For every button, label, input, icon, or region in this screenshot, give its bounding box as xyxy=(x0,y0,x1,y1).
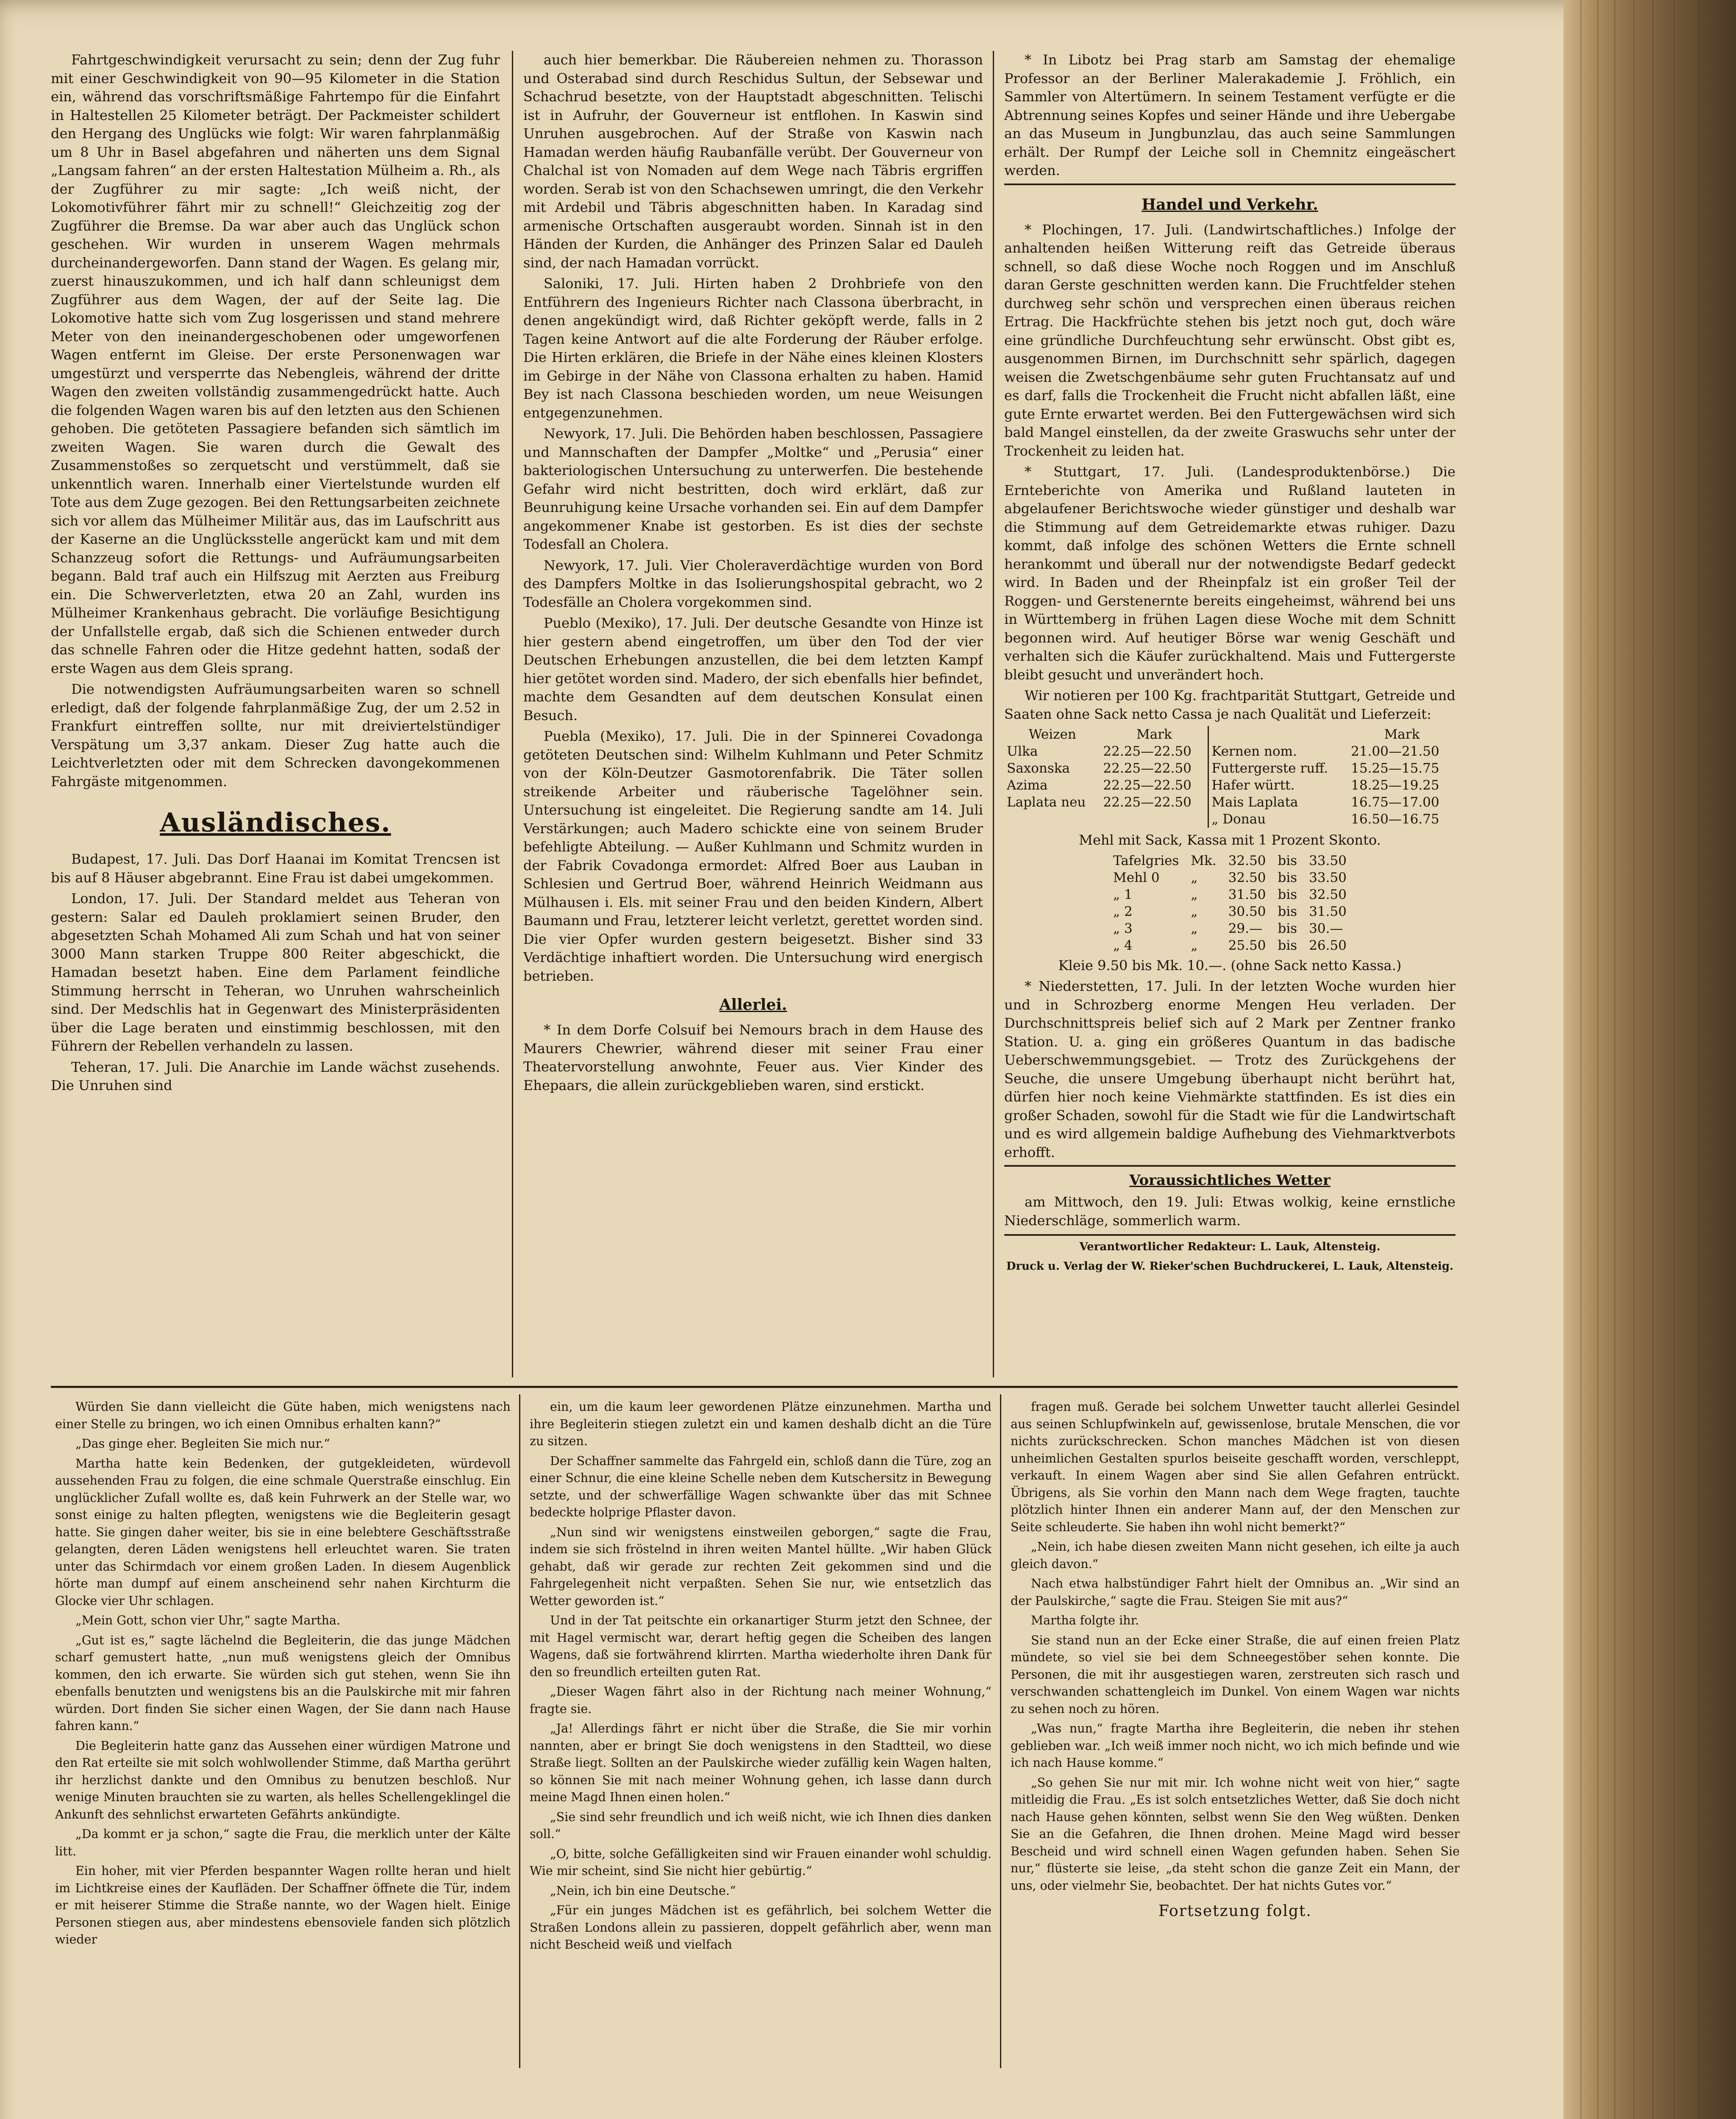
price-head-left: Weizen xyxy=(1028,727,1076,742)
mehl-row: „ 4 „ 25.50 bis 26.50 xyxy=(1113,937,1347,953)
col1-paragraph: Die notwendigsten Aufräumungsarbeiten waren so schnell erledigt, daß der folgende fahrplanmäßige Zug, der um 2.52 in Frankfurt eintreffen sollte, nur mit dreiviertelstündiger Verspätung um 3,37 ankam. Dieser Zug hatte auch die Leichtverletzten oder mit dem Schrecken davongekommenen Fahrgäste mitgenommen. xyxy=(51,681,500,790)
section-rule xyxy=(1004,184,1455,185)
col3-trade-paragraph: Wir notieren per 100 Kg. frachtparität Stuttgart, Getreide und Saaten ohne Sack netto Cassa je nach Qualität und Lieferzeit: xyxy=(1004,687,1455,722)
serial-column-3 xyxy=(1011,1399,1460,2060)
col2-misc-paragraph: * In dem Dorfe Colsuif bei Nemours brach in dem Hause des Maurers Chewrier, während dieser mit seiner Frau einer Theatervorstellung anwohnte, Feuer aus. Vier Kinder des Ehepaars, die allein zurückgeblieben waren, sind erstickt. xyxy=(523,1022,983,1093)
imprint-rule xyxy=(1004,1234,1455,1236)
imprint-printer: Druck u. Verlag der W. Rieker'schen Buchdruckerei, L. Lauk, Altensteig. xyxy=(1006,1260,1454,1273)
mehl-row: „ 3 „ 29.— bis 30.— xyxy=(1113,920,1343,936)
section-heading-handel: Handel und Verkehr. xyxy=(1142,195,1318,214)
serial-3-paragraph: fragen muß. Gerade bei solchem Unwetter taucht allerlei Gesindel aus seinen Schlupfwinkeln auf, gewissenlose, brutale Menschen, die vor nichts zurückschrecken. Schon manches Mädchen ist von diesen unheimlichen Gestalten spurlos beiseite geschafft worden, verschleppt, verkauft. In einem Wagen aber sind Sie allen Gefahren entrückt. Übrigens, als Sie vorhin den Mann nach dem Wege fragten, tauchte plötzlich hinter Ihnen ein anderer Mann auf, der den Menschen zur Seite schleuderte. Sie haben ihn wohl nicht bemerkt?“ xyxy=(1011,1400,1460,1534)
book-spine xyxy=(1564,0,1736,2119)
col2-paragraph: Pueblo (Mexiko), 17. Juli. Der deutsche Gesandte von Hinze ist hier gestern abend eingetroffen, um über den Tod der vier Deutschen Erhebungen anzustellen, die bei dem letzten Kampf hier getötet worden sind. Madero, der sich ebenfalls hier befindet, machte dem Gesandten auf dem deutschen Konsulat einen Besuch. xyxy=(523,615,983,723)
serial-2-paragraph: „Ja! Allerdings fährt er nicht über die Straße, die Sie mir vorhin nannten, aber er bringt Sie doch wenigstens in den Stadtteil, wo diese Straße liegt. Sollten an der Paulskirche wieder zufällig kein Wagen halten, so können Sie mit nach meiner Wohnung gehen, ich lasse dann durch meine Magd Ihnen einen holen.“ xyxy=(530,1721,992,1804)
section-heading-auslaendisches: Ausländisches. xyxy=(160,807,391,838)
price-table xyxy=(1004,726,1455,828)
price-head-mark2: Mark xyxy=(1384,727,1420,742)
col2-paragraph: auch hier bemerkbar. Die Räubereien nehmen zu. Thorasson und Osterabad sind durch Reschidus Sultun, der Sebsewar und Schachrud besetzte, von der Hauptstadt abgeschnitten. Telischi ist in Aufruhr, der Gouverneur ist entflohen. In Kaswin sind Unruhen ausgebrochen. Auf der Straße von Kaswin nach Hamadan werden häufig Raubanfälle verübt. Der Gouverneur von Chalchal ist von Nomaden auf dem Wege nach Täbris ergriffen worden. Serab ist von den Schachsewen umringt, die den Verkehr mit Ardebil und Täbris abgeschnitten haben. In Karadag sind armenische Ortschaften ausgeraubt worden. Sinnah ist in den Händen der Kurden, die Anhänger des Prinzen Salar ed Dauleh sind, der nach Hamadan vorrückt. xyxy=(523,52,983,271)
column-rule-2 xyxy=(993,51,994,1377)
serial-2-paragraph: „Für ein junges Mädchen ist es gefährlich, bei solchem Wetter die Straßen Londons allein zu passieren, doppelt gefährlich aber, wenn man nicht Bescheid weiß und vielfach xyxy=(530,1903,992,1952)
column-2-paragraphs-2 xyxy=(523,1021,983,1095)
mehl-row: Mehl 0 „ 32.50 bis 33.50 xyxy=(1113,870,1347,885)
col1-foreign-paragraph: London, 17. Juli. Der Standard meldet aus Teheran von gestern: Salar ed Dauleh proklamiert seinen Bruder, den abgesetzten Schah Mohamed Ali zum Schah und hat von seiner 3000 Mann starken Truppe 800 Reiter abgeschickt, die Hamadan besetzt haben. Eine dem Parlament feindliche Stimmung herrscht in Teheran, wo Unruhen wahrscheinlich sind. Der Medschlis hat in Gegenwart des Ministerpräsidenten über die Lage beraten und einstimmig beschlossen, mit den Führern der Rebellen verhandeln zu lassen. xyxy=(51,890,500,1054)
serial-1-paragraph: Würden Sie dann vielleicht die Güte haben, mich wenigstens nach einer Stelle zu bringen, wo ich einen Omnibus erhalten kann?“ xyxy=(55,1400,511,1431)
mehl-rows xyxy=(1107,852,1353,954)
serial-2-paragraph: Der Schaffner sammelte das Fahrgeld ein, schloß dann die Türe, zog an einer Schnur, die eine kleine Schelle neben dem Kutschersitz in Bewegung setzte, und der schwerfällige Wagen schwankte über das mit Schnee bedeckte holprige Pflaster davon. xyxy=(530,1454,992,1519)
col1-foreign-paragraph: Teheran, 17. Juli. Die Anarchie im Lande wächst zusehends. Die Unruhen sind xyxy=(51,1059,500,1093)
col2-paragraph: Saloniki, 17. Juli. Hirten haben 2 Drohbriefe von den Entführern des Ingenieurs Richter nach Classona überbracht, in denen angekündigt wird, daß Richter geköpft werde, falls in 2 Tagen keine Antwort auf die alte Forderung der Räuber erfolge. Die Hirten erklären, die Briefe in der Nähe eines kleinen Klosters im Gebirge in der Nähe von Classona erhalten zu haben. Hamid Bey ist nach Classona beschieden worden, um neue Weisungen entgegenzunehmen. xyxy=(523,275,983,421)
column-3 xyxy=(1004,51,1455,1377)
serial-3-paragraph: „Was nun,“ fragte Martha ihre Begleiterin, die neben ihr stehen geblieben war. „Ich weiß immer noch nicht, wo ich mich befinde und wie ich nach Hause komme.“ xyxy=(1011,1721,1460,1770)
continuation-note: Fortsetzung folgt. xyxy=(1158,1902,1312,1920)
price-row: „ Donau 16.50—16.75 xyxy=(1004,811,1455,828)
column-1-paragraphs-2 xyxy=(51,850,500,1095)
kleie-line: Kleie 9.50 bis Mk. 10.—. (ohne Sack netto Kassa.) xyxy=(1058,957,1402,973)
imprint-editor: Verantwortlicher Redakteur: L. Lauk, Altensteig. xyxy=(1079,1240,1380,1253)
serial-1-paragraph: „Gut ist es,“ sagte lächelnd die Begleiterin, die das junge Mädchen scharf gemustert hatte, „nun muß wenigstens gleich der Omnibus kommen, den ich erwarte. Sie würden sich gut stehen, wenn Sie ihn ebenfalls benutzten und wenigstens bis an die Paulskirche mit mir fahren würden. Dort finden Sie sicher einen Wagen, der Sie dann nach Hause fahren kann.“ xyxy=(55,1633,511,1733)
serial-1-paragraph: „Das ginge eher. Begleiten Sie mich nur.“ xyxy=(75,1437,330,1451)
serial-2-paragraph: Und in der Tat peitschte ein orkanartiger Sturm jetzt den Schnee, der mit Hagel vermischt war, derart heftig gegen die Scheiben des langen Wagens, daß sie fortwährend klirrten. Martha wiederholte ihren Dank für den so freundlich erteilten guten Rat. xyxy=(530,1613,992,1679)
weather-heading: Voraussichtliches Wetter xyxy=(1129,1172,1330,1189)
serial-3-paragraph: „Nein, ich habe diesen zweiten Mann nicht gesehen, ich eilte ja auch gleich davon.“ xyxy=(1011,1540,1460,1571)
column-3-paragraphs-2 xyxy=(1004,221,1455,724)
serial-separator xyxy=(51,1386,1458,1388)
serial-2-paragraph: „O, bitte, solche Gefälligkeiten sind wir Frauen einander wohl schuldig. Wie mir scheint, sind Sie nicht hier gebürtig.“ xyxy=(530,1846,992,1878)
column-3-paragraphs-3 xyxy=(1004,977,1455,1162)
col3-trade-2-paragraph: * Niederstetten, 17. Juli. In der letzten Woche wurden hier und in Schrozberg enorme Mengen Heu verladen. Der Durchschnittspreis belief sich auf 2 Mark per Zentner franko Station. U. a. ging ein größeres Quantum in das badische Ueberschwemmungsgebiet. — Trotz des Zurückgehens der Seuche, die unsere Umgebung überhaupt nicht berührt hat, dürfen hier noch keine Viehmärkte stattfinden. Es ist dies ein großer Schaden, sowohl für die Stadt wie für die Landwirtschaft und es wird allgemein baldige Aufhebung des Viehmarktverbots erhofft. xyxy=(1004,978,1455,1160)
serial-3-paragraph: „So gehen Sie nur mit mir. Ich wohne nicht weit von hier,“ sagte mitleidig die Frau. „Es ist solch entsetzliches Wetter, daß Sie doch nicht nach Hause gehen könnten, selbst wenn Sie den Weg wüßten. Denken Sie an die Gefahren, die Ihnen drohen. Meine Magd wird besser Bescheid und wird schnell einen Wagen gefunden haben. Sehen Sie nur,“ flüsterte sie leise, „da steht schon die ganze Zeit ein Mann, der uns, oder vielmehr Sie, beobachtet. Der hat nichts Gutes vor.“ xyxy=(1011,1775,1460,1893)
col1-foreign-paragraph: Budapest, 17. Juli. Das Dorf Haanai im Komitat Trencsen ist bis auf 8 Häuser abgebrannt. Eine Frau ist dabei umgekommen. xyxy=(51,851,500,886)
serial-2-paragraph: „Nun sind wir wenigstens einstweilen geborgen,“ sagte die Frau, indem sie sich fröstelnd in ihren weiten Mantel hüllte. „Wir haben Glück gehabt, daß wir gerade zur rechten Zeit gekommen sind und die Fahrgelegenheit nicht verpaßten. Sehen Sie nur, wie entsetzlich das Wetter geworden ist.“ xyxy=(530,1525,992,1608)
mehl-row: „ 1 „ 31.50 bis 32.50 xyxy=(1113,887,1347,902)
serial-col-2-paragraphs xyxy=(530,1399,992,1954)
mehl-intro: Mehl mit Sack, Kassa mit 1 Prozent Skonto. xyxy=(1079,832,1381,848)
serial-3-paragraph: Martha folgte ihr. xyxy=(1031,1613,1139,1627)
serial-2-paragraph: „Sie sind sehr freundlich und ich weiß nicht, wie ich Ihnen dies danken soll.“ xyxy=(530,1810,992,1841)
serial-3-paragraph: Nach etwa halbstündiger Fahrt hielt der Omnibus an. „Wir sind an der Paulskirche,“ sagte die Frau. Steigen Sie mit aus?“ xyxy=(1011,1577,1460,1608)
price-row: Laplata neu 22.25—22.50 Mais Laplata 16.75—17.00 xyxy=(1007,795,1439,810)
column-1-paragraphs xyxy=(51,51,500,791)
serial-1-paragraph: Martha hatte kein Bedenken, der gutgekleideten, würdevoll aussehenden Frau zu folgen, die eine schmale Querstraße einschlug. Ein unglücklicher Zufall wollte es, daß kein Fuhrwerk an der Stelle war, wo sonst einige zu halten pflegten, wenigstens wie die Begleiterin gesagt hatte. Sie gingen daher weiter, bis sie in eine belebtere Geschäftsstraße gelangten, deren Läden wenigstens hell erleuchtet waren. Sie traten unter das Schirmdach vor einem großen Laden. In diesem Augenblick hörte man dumpf auf einem anscheinend sehr nahen Kirchturm die Glocke vier Uhr schlagen. xyxy=(55,1456,511,1608)
column-3-paragraphs xyxy=(1004,51,1455,180)
column-1 xyxy=(51,51,500,1356)
serial-2-paragraph: ein, um die kaum leer gewordenen Plätze einzunehmen. Martha und ihre Begleiterin stiegen zuletzt ein und kamen deshalb dicht an die Türe zu sitzen. xyxy=(530,1400,992,1448)
serial-1-paragraph: „Mein Gott, schon vier Uhr,“ sagte Martha. xyxy=(75,1613,341,1627)
price-row: Azima 22.25—22.50 Hafer württ. 18.25—19.25 xyxy=(1007,778,1439,793)
serial-col-1-paragraphs xyxy=(55,1399,511,1949)
price-row: Ulka 22.25—22.50 Kernen nom. 21.00—21.50 xyxy=(1007,744,1439,759)
column-2 xyxy=(523,51,983,1377)
col2-paragraph: Newyork, 17. Juli. Die Behörden haben beschlossen, Passagiere und Mannschaften der Dampfer „Moltke“ und „Perusia“ einer bakteriologischen Untersuchung zu unterwerfen. Die bestehende Gefahr wird nicht bestritten, doch wird erklärt, daß zur Beunruhigung keine Ursache vorhanden sei. Ein auf dem Dampfer angekommener Knabe ist gestorben. Es ist dies der sechste Todesfall an Cholera. xyxy=(523,425,983,552)
serial-1-paragraph: „Da kommt er ja schon,“ sagte die Frau, die merklich unter der Kälte litt. xyxy=(55,1827,511,1858)
col1-paragraph: Fahrtgeschwindigkeit verursacht zu sein; denn der Zug fuhr mit einer Geschwindigkeit von 90—95 Kilometer in die Station ein, während das vorschriftsmäßige Fahrtempo für die Einfahrt in Haltestellen 25 Kilometer beträgt. Der Packmeister schildert den Hergang des Unglücks wie folgt: Wir waren fahrplanmäßig um 8 Uhr in Basel abgefahren und näherten uns dem Signal „Langsam fahren“ an der ersten Haltestation Mülheim a. Rh., als der Zugführer zu mir sagte: „Ich weiß nicht, der Lokomotivführer fährt mir zu schnell!“ Gleichzeitig zog der Zugführer die Bremse. Da war aber auch das Unglück schon geschehen. Wir wurden in unserem Wagen mehrmals durcheinandergeworfen. Dann stand der Wagen. Es gelang mir, zuerst hinauszukommen, und ich half dann schleunigst dem Zugführer aus dem Wagen, der auf der Seite lag. Die Lokomotive hatte sich vom Zug losgerissen und stand mehrere Meter von den ineinandergeschobenen oder umgeworfenen Wagen entfernt im Gleise. Der erste Personenwagen war umgestürzt und versperrte das Nebengleis, während der dritte Wagen den zweiten vollständig zusammengedrückt hatte. Auch die folgenden Wagen waren bis auf den letzten aus den Schienen gehoben. Die getöteten Passagiere befanden sich sämtlich im zweiten Wagen. Sie waren durch die Gewalt des Zusammenstoßes so zerquetscht und verstümmelt, daß sie unkenntlich waren. Innerhalb einer Viertelstunde wurden elf Tote aus dem Zuge gezogen. Bei den Rettungsarbeiten zeichnete sich vor allem das Mülheimer Militär aus, das im Laufschritt aus der Kaserne an die Unglücksstelle angerückt kam und mit dem Schanzzeug sofort die Rettungs- und Aufräumungsarbeiten begann. Bald traf auch ein Hilfszug mit Aerzten aus Freiburg ein. Die Schwerverletzten, etwa 20 an Zahl, wurden ins Mülheimer Krankenhaus gebracht. Die vorläufige Besichtigung der Unfallstelle ergab, daß sich die Schienen entweder durch das schnelle Fahren oder die Hitze gedehnt hatten, sodaß der erste Wagen aus dem Gleis sprang. xyxy=(51,52,500,676)
price-row: Saxonska 22.25—22.50 Futtergerste ruff. 15.25—15.75 xyxy=(1007,761,1439,776)
mehl-row: „ 2 „ 30.50 bis 31.50 xyxy=(1113,904,1347,919)
weather-rule xyxy=(1004,1165,1455,1167)
column-rule-1 xyxy=(512,51,513,1377)
serial-rule-1 xyxy=(519,1394,520,2068)
serial-3-paragraph: Sie stand nun an der Ecke einer Straße, die auf einen freien Platz mündete, so viel sie bei dem Schneegestöber sehen konnte. Die Personen, die mit ihr ausgestiegen waren, zerstreuten sich rasch und verschwanden schattengleich im Dunkel. Von einem Wagen war nichts zu sehen noch zu hören. xyxy=(1011,1633,1460,1716)
col2-paragraph: Newyork, 17. Juli. Vier Choleraverdächtige wurden von Bord des Dampfers Moltke in das Isolierungshospital gebracht, wo 2 Todesfälle an Cholera vorgekommen sind. xyxy=(523,557,983,610)
serial-column-1 xyxy=(55,1399,511,2060)
price-rows xyxy=(1004,743,1455,828)
column-2-paragraphs xyxy=(523,51,983,985)
serial-2-paragraph: „Dieser Wagen fährt also in der Richtung nach meiner Wohnung,“ fragte sie. xyxy=(530,1685,992,1716)
serial-1-paragraph: Ein hoher, mit vier Pferden bespannter Wagen rollte heran und hielt im Lichtkreise eines der Kaufläden. Der Schaffner öffnete die Tür, indem er mit heiserer Stimme die Straße nannte, wo der Wagen hielt. Einige Personen stiegen aus, aber mindestens ebensoviele fanden sich plötzlich wieder xyxy=(55,1864,511,1947)
col3-trade-paragraph: * Stuttgart, 17. Juli. (Landesproduktenbörse.) Die Ernteberichte von Amerika und Rußland lauteten in abgelaufener Berichtswoche wieder günstiger und deshalb war die Stimmung auf dem Getreidemarkte etwas ruhiger. Dazu kommt, daß infolge des schönen Wetters die Ernte schnell herankommt und überall nur der notwendigste Bedarf gedeckt wird. In Baden und der Rheinpfalz ist ein großer Teil der Roggen- und Gerstenernte bereits eingeheimst, während bei uns in Württemberg in frühen Lagen diese Woche mit dem Schnitt begonnen wird. Auf heutiger Börse war wenig Geschäft und verhalten sich die Käufer zurückhaltend. Mais und Futtergerste bleibt gesucht und unverändert hoch. xyxy=(1004,464,1455,683)
serial-1-paragraph: Die Begleiterin hatte ganz das Aussehen einer würdigen Matrone und den Rat erteilte sie mit solch wohlwollender Stimme, daß Martha gerührt ihr herzlichst dankte und den Omnibus zu benutzen beschloß. Nur wenige Minuten brauchten sie zu warten, als helles Schellengeklingel die Ankunft des sehnlichst erwarteten Gefährts ankündigte. xyxy=(55,1738,511,1821)
weather-text: am Mittwoch, den 19. Juli: Etwas wolkig, keine ernstliche Niederschläge, sommerlich warm. xyxy=(1004,1194,1455,1229)
serial-column-2 xyxy=(530,1399,992,2060)
mehl-row: Tafelgries Mk. 32.50 bis 33.50 xyxy=(1113,853,1347,868)
price-head-mark1: Mark xyxy=(1136,727,1172,742)
serial-rule-2 xyxy=(1000,1394,1001,2068)
section-heading-allerlei: Allerlei. xyxy=(719,996,787,1014)
col3-paragraph: * In Libotz bei Prag starb am Samstag der ehemalige Professor an der Berliner Malerakademie J. Fröhlich, ein Sammler von Altertümern. In seinem Testament verfügte er die Abtrennung seines Kopfes und seiner Hände und ihre Uebergabe an das Museum in Jungbunzlau, das auch seine Sammlungen erhält. Der Rumpf der Leiche soll in Chemnitz eingeäschert werden. xyxy=(1004,52,1455,178)
mehl-table xyxy=(1107,852,1353,954)
serial-2-paragraph: „Nein, ich bin eine Deutsche.“ xyxy=(550,1883,736,1898)
col2-paragraph: Puebla (Mexiko), 17. Juli. Die in der Spinnerei Covadonga getöteten Deutschen sind: Wilhelm Kuhlmann und Peter Schmitz von der Köln-Deutzer Gasmotorenfabrik. Die Täter sollen streikende Arbeiter und räuberische Tagelöhner sein. Untersuchung ist eingeleitet. Die Regierung sandte am 14. Juli Verstärkungen; auch Madero schickte eine von seinem Bruder befehligte Abteilung. — Außer Kuhlmann und Schmitz wurden in der Fabrik Covadonga ermordet: Alfred Boer aus Lauban in Schlesien und Gertrud Boer, während Heinrich Weidmann aus Mülhausen i. Els. mit seiner Frau und den beiden Kindern, Albert Baumann und Frau, letzterer leicht verletzt, gerettet worden sind. Die vier Opfer wurden gestern beigesetzt. Bisher sind 33 Verdächtige inhaftiert worden. Die Untersuchung wird energisch betrieben. xyxy=(523,728,983,984)
col3-trade-paragraph: * Plochingen, 17. Juli. (Landwirtschaftliches.) Infolge der anhaltenden heißen Witterung reift das Getreide überaus schnell, so daß diese Woche noch Roggen und im Anschluß daran Gerste geschnitten werden kann. Die Fruchtfelder stehen durchweg sehr schön und versprechen einen überaus reichen Ertrag. Die Hackfrüchte stehen bis jetzt noch gut, doch wäre eine gründliche Durchfeuchtung sehr erwünscht. Obst gibt es, ausgenommen Birnen, im Durchschnitt sehr spärlich, dagegen weisen die Zwetschgenbäume sehr guten Fruchtansatz auf und es darf, falls die Trockenheit die Frucht nicht abfallen läßt, eine gute Ernte erwartet werden. Bei den Futtergewächsen wird sich bald Mangel einstellen, da der zweite Graswuchs sehr unter der Trockenheit zu leiden hat. xyxy=(1004,221,1455,459)
serial-col-3-paragraphs xyxy=(1011,1399,1460,1894)
